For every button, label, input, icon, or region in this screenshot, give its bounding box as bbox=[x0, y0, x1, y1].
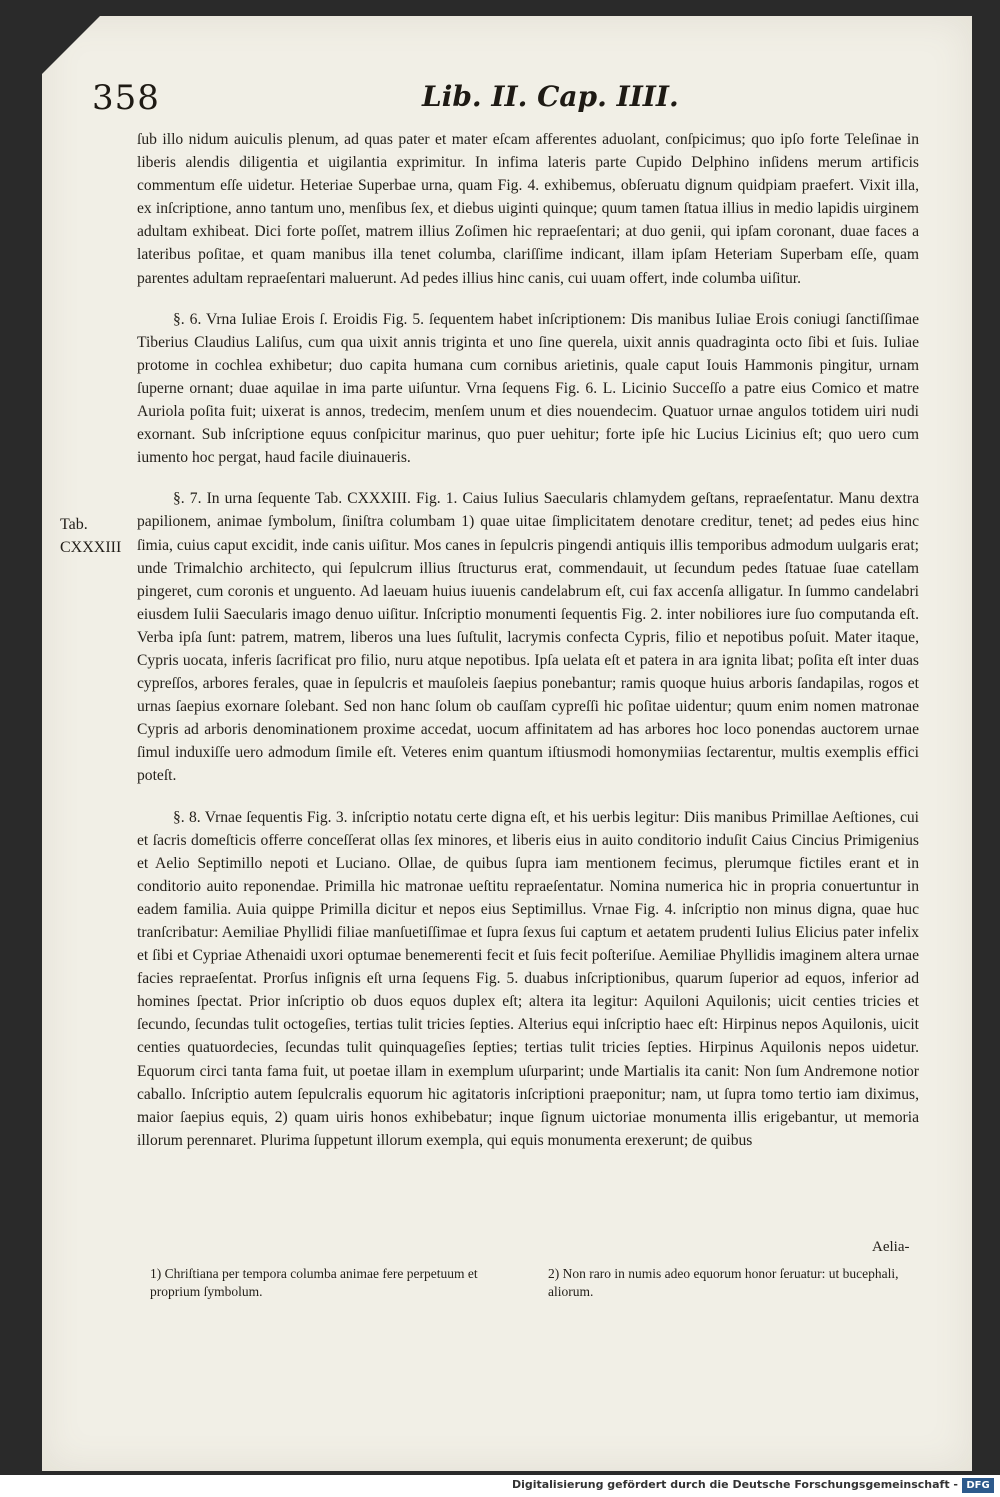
footer-bar bbox=[0, 1475, 1000, 1497]
margin-note-line: CXXXIII bbox=[60, 539, 122, 556]
running-head: Lib. II. Cap. IIII. bbox=[422, 80, 679, 113]
page-header bbox=[92, 78, 922, 124]
margin-note bbox=[60, 513, 140, 559]
funding-notice: Digitalisierung gefördert durch die Deutsche Forschungsgemeinschaft - bbox=[511, 1478, 958, 1491]
catchword: Aelia- bbox=[872, 1239, 910, 1255]
margin-note-line: Tab. bbox=[60, 516, 88, 533]
paragraph: §. 8. Vrnae ſequentis Fig. 3. inſcriptio notatu certe digna eſt, et his uerbis legitur: Diis manibus Primillae Aeſtiones, cui et ſacris domeſticis offerre conceſſerat ollas ſex minores, et liberis eius in auito conditorio induſit Caius Cincius Primigenius et Aelio Septimillo nepoti et Luciano. Ollae, de quibus ſupra iam mentionem fecimus, plerumque fictiles erant et in conditorio auito reponendae. Primilla hic matronae ueſtitu repraeſentatur. Nomina numerica hic in propria conuertuntur in eadem familia. Auia quippe Primilla dicitur et nepos eius Septimillus. Vrnae Fig. 4. inſcriptio non minus digna, quae huc tranſcribatur: Aemiliae Phyllidi filiae manſuetiſſimae et ſupra ſexus ſui captum et aetatem prudenti Iulius Elicius pater infelix et ſibi et Cypriae Athenaidi uxori optumae benemerenti fecit et ſuis fecit poſteriſue. Aemiliae Phyllidis imaginem altera urnae facies repraeſentat. Prorſus inſignis eſt urna ſequens Fig. 5. duabus inſcriptionibus, quarum ſuperior ad equos, inferior ad homines ſpectat. Prior inſcriptio ob duos equos duplex eſt; altera ita legitur: Aquiloni Aquilonis; uicit centies tricies et ſecundo, ſecundas tulit octogeſies, tertias tulit tricies ſepties. Alterius equi inſcriptio haec eſt: Hirpinus nepos Aquilonis, uicit centies quatuordecies, ſecundas tulit quinquageſies ſepties; tertias tulit tricies ſepties. Hirpinus Aquilonis nepos uidetur. Equorum circi tanta fama fuit, ut poetae illam in exemplum uſurparint; unde Martialis ita canit: Non ſum Andremone notior caballo. Inſcriptio autem ſepulcralis equorum hic agitatoris inſcriptioni praeponitur; nam, ut ſupra tomo tertio iam diximus, maior ſaepius equis, 2) quam uiris honos exhibebatur; inque ſignum uictoriae monumenta illis erigebantur, ut memoria illorum perennaret. Plurima ſuppetunt illorum exempla, qui equis monumenta erexerunt; de quibus bbox=[137, 808, 919, 1149]
page-number: 358 bbox=[92, 78, 160, 118]
paragraph: ſub illo nidum auiculis plenum, ad quas pater et mater eſcam afferentes aduolant, conſpicimus; quo ipſo forte Teleſinae in liberis alendis diligentia et uigilantia exprimitur. In infima lateris parte Cupido Delphino inſidens merum artificis commentum eſſe uidetur. Heteriae Superbae urna, quam Fig. 4. exhibemus, obſeruatu dignum quidpiam praefert. Vixit illa, ex inſcriptione, anno tantum uno, menſibus ſex, et diebus uiginti quinque; quum tamen ſtatua illius in medio lapidis uirginem adultam exhibeat. Dici forte poſſet, matrem illius Zoſimen hic repraeſentari; at duo genii, qui ipſam coronant, duae faces a lateribus poſitae, et quam manibus illa tenet columba, clariſſime indicant, illam ipſam Heteriam Superbam eſſe, quam parentes adultam repraeſentari maluerunt. Ad pedes illius hinc canis, cui uuam offert, inde columba uiſitur. bbox=[137, 131, 919, 287]
body-text bbox=[137, 128, 919, 1170]
paragraph: §. 7. In urna ſequente Tab. CXXXIII. Fig. 1. Caius Iulius Saecularis chlamydem geſtans, repraeſentatur. Manu dextra papilionem, animae ſymbolum, ſiniſtra columbam 1) quae uitae ſimplicitatem denotare creditur, tenet; ad pedes eius hinc ſimia, cuius caput excidit, inde canis uiſitur. Mos canes in ſepulcris pingendi antiquis illis temporibus admodum uulgaris erat; unde Trimalchio architecto, qui ſepulcrum illius ſtructurus erat, commendauit, ut ſecundum pedes ſtatuae ſuae catellam pingeret, cum coronis et unguento. Ad laeuam huius iuuenis candelabrum eſt, cui fax accenſa alligatur. In ſummo candelabri eiusdem Iulii Saecularis imago denuo uiſitur. Inſcriptio monumenti ſequentis Fig. 2. inter nobiliores iure ſuo computanda eſt. Verba ipſa ſunt: patrem, matrem, liberos una lues ſuſtulit, lacrymis confecta Cypris, filio et nepotibus poſuit. Mater itaque, Cypris uocata, inferis ſacrificat pro filio, nuru atque nepotibus. Ipſa uelata eſt et patera in ara ignita libat; poſita eſt inter duas cypreſſos, arbores ferales, quae in ſepulcris et mauſoleis ſaepius ponebantur; ramis quoque huius arboris ſandapilas, rogos et urnas ſaepius exornare ſolebant. Sed non hanc ſolum ob cauſſam cypreſſi hic poſitae uidentur; quum enim nomen matronae Cypris ad arboris denominationem proxime accedat, uocum affinitatem ad has arbores hoc loco ponendas auctorem urnae ſimul induxiſſe uero admodum ſimile eſt. Veteres enim quantum iſtiusmodi homonymiias ſectarentur, multis exemplis effici poteſt. bbox=[137, 490, 919, 785]
paragraph: §. 6. Vrna Iuliae Erois ſ. Eroidis Fig. 5. ſequentem habet inſcriptionem: Dis manibus Iuliae Erois coniugi ſanctiſſimae Tiberius Claudius Laliſus, cum qua uixit annis triginta et uno ſine querela, uixit annis quadraginta octo ſibi et ſuis. Iuliae protome in cochlea exhibetur; duo capita humana cum cornibus arietinis, quale caput Iouis Hammonis pingitur, urnam ſuperne ornant; duae aquilae in ima parte uiſuntur. Vrna ſequens Fig. 6. L. Licinio Succeſſo a patre eius Comico et matre Auriola poſita fuit; uixerat is annos, tredecim, menſem unum et dies nouendecim. Quatuor urnae angulos totidem uiri nudi exornant. Sub inſcriptione equus conſpicitur marinus, quo puer uehitur; forte ipſe hic Lucius Licinius eſt; quo uero cum iumento hoc pergat, haud facile diuinaueris. bbox=[137, 310, 919, 467]
footnote: 1) Chriſtiana per tempora columba animae fere perpetuum et proprium ſymbolum. bbox=[150, 1266, 478, 1299]
dfg-logo-icon: DFG bbox=[962, 1478, 994, 1493]
footnote: 2) Non raro in numis adeo equorum honor ſeruatur: ut bucephali, aliorum. bbox=[548, 1266, 899, 1299]
